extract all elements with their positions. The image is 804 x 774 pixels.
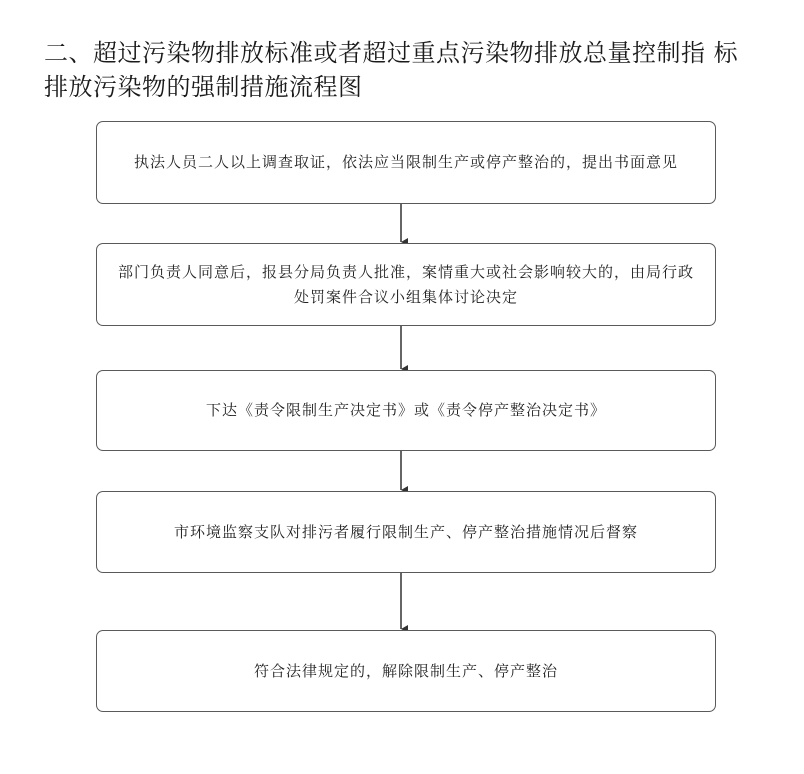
flow-step-3-text: 下达《责令限制生产决定书》或《责令停产整治决定书》: [205, 401, 606, 419]
flow-step-2-approval: [96, 243, 716, 326]
title-line-1: 二、超过污染物排放标准或者超过重点污染物排放总量控制指 标: [44, 39, 739, 67]
flow-step-5-release: [96, 630, 716, 712]
flow-step-1-investigation: [96, 121, 716, 204]
diagram-title: [44, 36, 784, 104]
title-line-2: 排放污染物的强制措施流程图: [44, 73, 363, 101]
flow-step-4-supervision: [96, 491, 716, 573]
flow-step-5-text: 符合法律规定的，解除限制生产、停产整治: [253, 661, 558, 680]
flow-step-2-text: 部门负责人同意后，报县分局负责人批准，案情重大或社会影响较大的，由局行政处罚案件合议小组集体讨论决定: [117, 262, 694, 306]
flow-step-4-text: 市环境监察支队对排污者履行限制生产、停产整治措施情况后督察: [173, 522, 638, 541]
flow-step-3-issue-decision: [96, 370, 716, 451]
flow-step-1-text: 执法人员二人以上调查取证，依法应当限制生产或停产整治的，提出书面意见: [133, 153, 678, 171]
